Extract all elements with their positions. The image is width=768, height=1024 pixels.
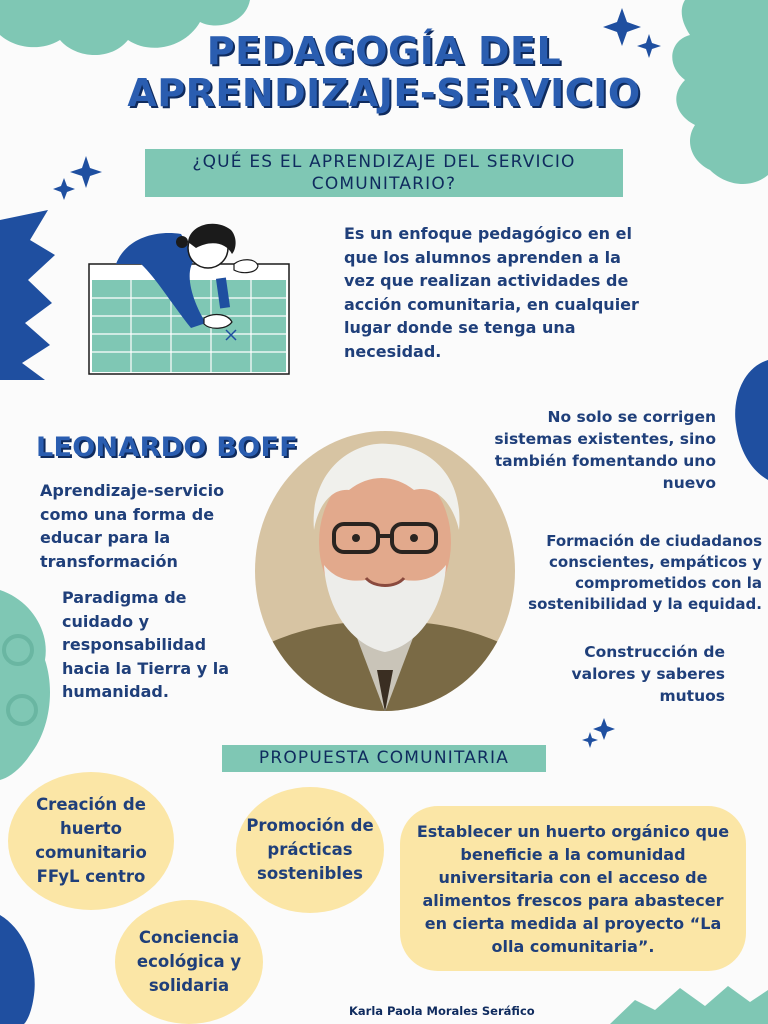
proposal-circle-huerto <box>8 772 174 910</box>
decorative-zigzag-left <box>0 205 62 380</box>
student-writing-illustration <box>86 218 294 378</box>
proposal-box-text: Establecer un huerto orgánico que beneficie a la comunidad universitaria con el acceso de alimentos frescos para abastecer en cierta medida al proyecto “La olla comunitaria”. <box>416 821 730 956</box>
author-credit: Karla Paola Morales Seráfico <box>349 1004 535 1018</box>
page-title <box>0 30 768 114</box>
decorative-waves-bottom-right <box>610 980 768 1024</box>
proposal-circle-practicas <box>236 787 384 913</box>
decorative-dots-right <box>732 360 768 480</box>
leonardo-boff-portrait <box>254 430 516 712</box>
boff-right-item-2: Formación de ciudadanos conscientes, empáticos y comprometidos con la sostenibilidad y la equidad. <box>528 532 762 613</box>
question-line-2: COMUNITARIO? <box>304 173 464 195</box>
boff-heading: LEONARDO BOFF <box>36 432 298 463</box>
boff-left-item-1: Aprendizaje-servicio como una forma de educar para la transformación <box>40 481 225 571</box>
title-line-1: PEDAGOGÍA DEL <box>206 29 562 73</box>
title-line-2: APRENDIZAJE-SERVICIO <box>127 71 641 115</box>
decorative-blob-bottom-left <box>0 915 40 1024</box>
sparkle-icon <box>52 156 104 204</box>
boff-left-item-2: Paradigma de cuidado y responsabilidad hacia la Tierra y la humanidad. <box>62 588 230 701</box>
sparkle-icon <box>582 718 616 748</box>
proposal-label: PROPUESTA COMUNITARIA <box>222 745 546 772</box>
boff-right-item-3: Construcción de valores y saberes mutuos <box>571 643 725 705</box>
decorative-rings-left <box>0 590 56 780</box>
proposal-circle-practicas-text: Promoción de prácticas sostenibles <box>246 816 374 883</box>
boff-right-item-1: No solo se corrigen sistemas existentes, sino también fomentando uno nuevo <box>494 408 716 492</box>
proposal-circle-conciencia-text: Conciencia ecológica y solidaria <box>136 928 242 995</box>
proposal-circle-conciencia <box>115 900 263 1024</box>
definition-text: Es un enfoque pedagógico en el que los alumnos aprenden a la vez que realizan actividades de acción comunitaria, en cualquier lugar donde se tenga una necesidad. <box>344 224 639 361</box>
proposal-box <box>400 806 746 971</box>
question-label <box>145 149 623 197</box>
question-line-1: ¿QUÉ ES EL APRENDIZAJE DEL SERVICIO <box>192 152 576 172</box>
proposal-circle-huerto-text: Creación de huerto comunitario FFyL centro <box>35 795 147 886</box>
